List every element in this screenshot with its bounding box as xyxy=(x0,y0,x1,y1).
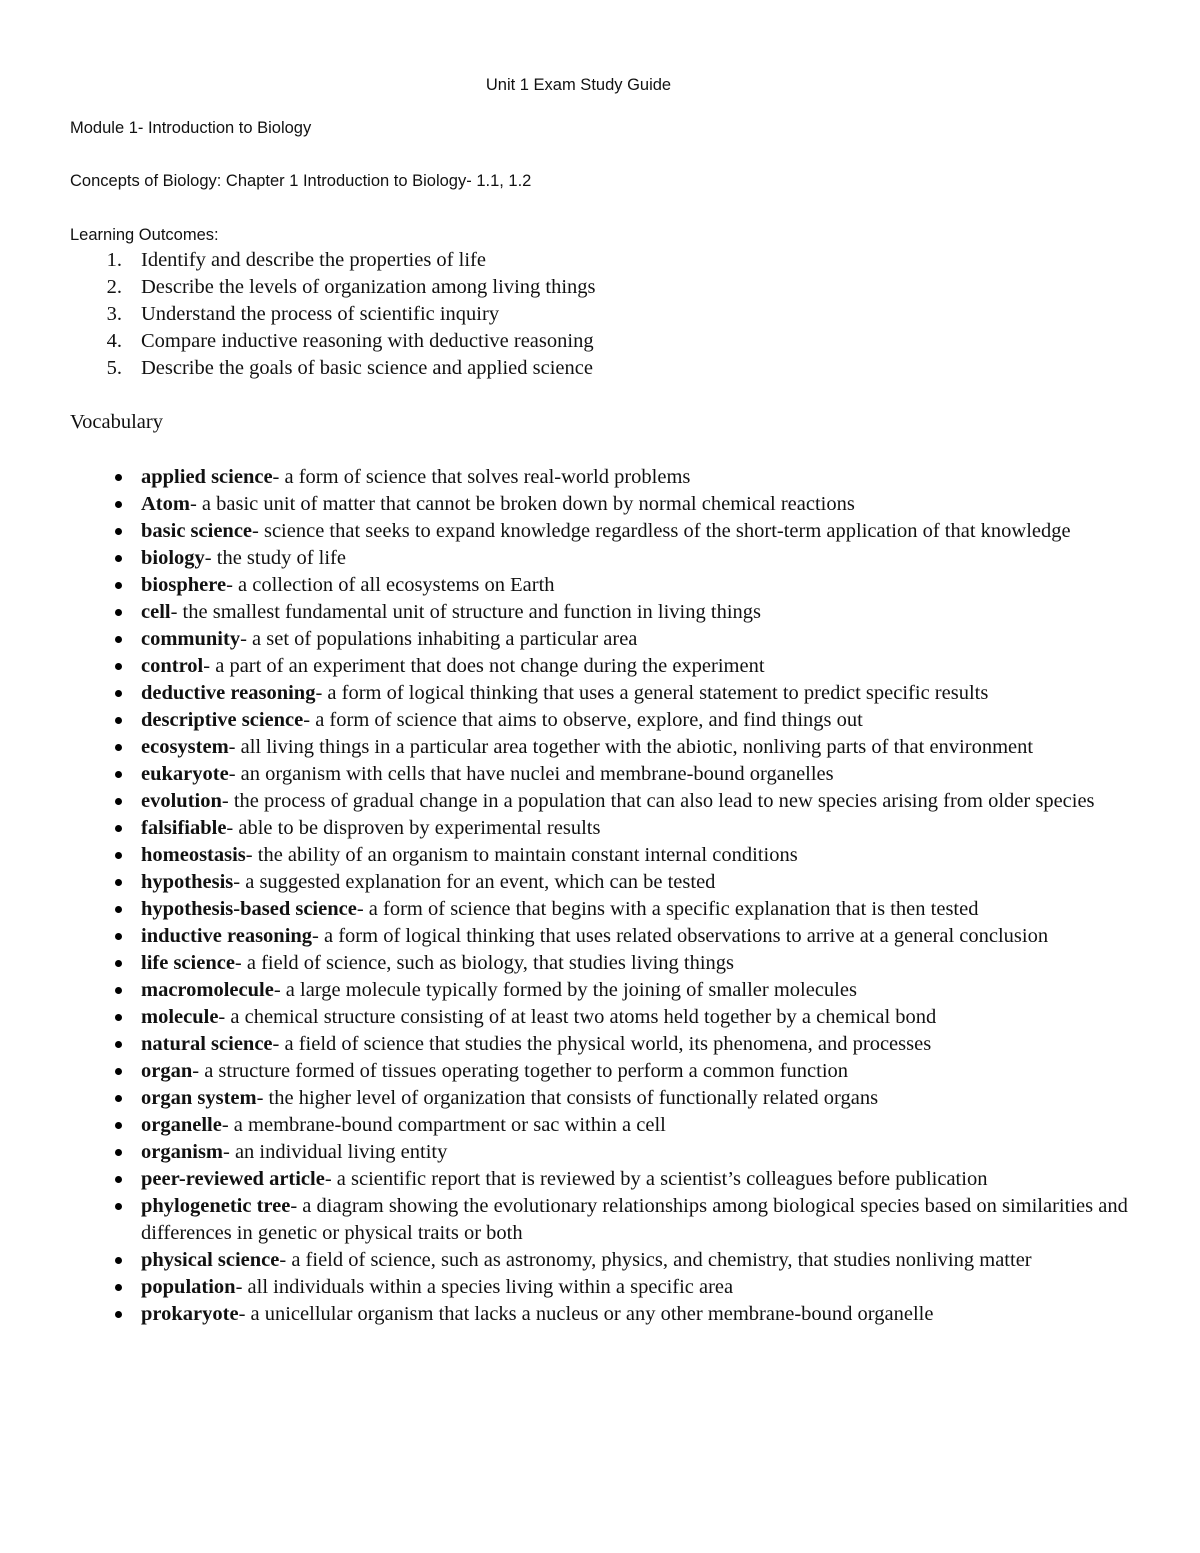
vocab-term: deductive reasoning xyxy=(141,682,316,704)
vocab-definition: - a form of logical thinking that uses a general statement to predict specific results xyxy=(315,682,989,704)
bullet-icon xyxy=(115,528,122,535)
vocab-item xyxy=(0,896,1131,923)
vocab-term: basic science xyxy=(141,520,253,542)
vocab-item xyxy=(0,977,1131,1004)
bullet-icon xyxy=(115,744,122,751)
vocab-definition: - able to be disproven by experimental results xyxy=(226,817,601,839)
vocab-term: ecosystem xyxy=(141,736,229,758)
vocab-item xyxy=(0,950,1131,977)
vocab-definition: - a membrane-bound compartment or sac within a cell xyxy=(221,1114,666,1136)
vocab-term: organ system xyxy=(141,1087,257,1109)
vocab-definition: - the process of gradual change in a population that can also lead to new species arising from older species xyxy=(221,790,1095,812)
bullet-icon xyxy=(115,1176,122,1183)
bullet-icon xyxy=(115,1122,122,1129)
vocab-item xyxy=(0,869,1131,896)
vocab-item xyxy=(0,653,1131,680)
bullet-icon xyxy=(115,636,122,643)
vocab-definition: - a basic unit of matter that cannot be broken down by normal chemical reactions xyxy=(189,493,855,515)
vocab-item xyxy=(0,464,1131,491)
bullet-icon xyxy=(115,798,122,805)
outcome-text: Describe the levels of organization among living things xyxy=(141,276,596,298)
bullet-icon xyxy=(115,663,122,670)
vocab-item xyxy=(0,1031,1131,1058)
vocab-definition: - all individuals within a species living within a specific area xyxy=(235,1276,734,1298)
bullet-icon xyxy=(115,879,122,886)
bullet-icon xyxy=(115,609,122,616)
vocab-item xyxy=(0,842,1131,869)
bullet-icon xyxy=(115,906,122,913)
vocab-item xyxy=(0,1166,1131,1193)
vocab-item xyxy=(0,626,1131,653)
vocab-definition: - a field of science that studies the physical world, its phenomena, and processes xyxy=(272,1033,932,1055)
vocab-definition: - science that seeks to expand knowledge regardless of the short-term application of that knowledge xyxy=(252,520,1071,542)
vocab-definition: - a form of science that begins with a specific explanation that is then tested xyxy=(356,898,979,920)
vocab-item xyxy=(0,680,1131,707)
outcome-number: 1. xyxy=(106,249,122,271)
vocab-item xyxy=(0,518,1131,545)
bullet-icon xyxy=(115,582,122,589)
bullet-icon xyxy=(115,1068,122,1075)
bullet-icon xyxy=(115,717,122,724)
vocab-term: life science xyxy=(141,952,235,974)
vocab-term: molecule xyxy=(141,1006,219,1028)
outcome-text: Compare inductive reasoning with deductive reasoning xyxy=(141,330,594,352)
vocabulary-heading: Vocabulary xyxy=(70,411,163,433)
vocab-item xyxy=(0,1058,1131,1085)
vocab-item xyxy=(0,1193,1131,1247)
vocab-term: evolution xyxy=(141,790,222,812)
vocab-term: macromolecule xyxy=(141,979,274,1001)
bullet-icon xyxy=(115,1203,122,1210)
learning-outcomes-heading: Learning Outcomes: xyxy=(70,226,219,244)
outcome-text: Understand the process of scientific inquiry xyxy=(141,303,500,325)
vocab-item xyxy=(0,1247,1131,1274)
outcome-number: 4. xyxy=(106,330,122,352)
vocab-definition: - a form of science that solves real-world problems xyxy=(272,466,691,488)
vocab-term: cell xyxy=(141,601,171,623)
vocab-definition: - an individual living entity xyxy=(223,1141,448,1163)
vocab-term: peer-reviewed article xyxy=(141,1168,325,1190)
vocab-item xyxy=(0,761,1131,788)
vocab-definition: - a field of science, such as biology, that studies living things xyxy=(234,952,735,974)
reading-heading: Concepts of Biology: Chapter 1 Introduction to Biology- 1.1, 1.2 xyxy=(70,172,532,190)
vocab-term: applied science xyxy=(141,466,273,488)
vocab-term: organism xyxy=(141,1141,223,1163)
vocab-definition: - a diagram showing the evolutionary relationships among biological species based on similarities and differences in genetic or physical traits or both xyxy=(141,1195,1128,1244)
vocab-definition: - a field of science, such as astronomy, physics, and chemistry, that studies nonliving matter xyxy=(279,1249,1032,1271)
vocab-term: eukaryote xyxy=(141,763,229,785)
vocab-term: biology xyxy=(141,547,205,569)
vocab-term: community xyxy=(141,628,241,650)
vocab-definition: - the smallest fundamental unit of structure and function in living things xyxy=(170,601,761,623)
vocab-item xyxy=(0,815,1131,842)
module-heading: Module 1- Introduction to Biology xyxy=(70,119,312,137)
vocab-term: prokaryote xyxy=(141,1303,239,1325)
vocab-item xyxy=(0,923,1131,950)
outcome-number: 2. xyxy=(106,276,122,298)
bullet-icon xyxy=(115,987,122,994)
vocab-definition: - a unicellular organism that lacks a nucleus or any other membrane-bound organelle xyxy=(238,1303,934,1325)
vocab-definition: - the ability of an organism to maintain constant internal conditions xyxy=(245,844,798,866)
vocab-definition: - a form of science that aims to observe, explore, and find things out xyxy=(303,709,863,731)
vocab-item xyxy=(0,599,1131,626)
vocab-term: control xyxy=(141,655,204,677)
vocab-term: organ xyxy=(141,1060,193,1082)
vocab-term: hypothesis xyxy=(141,871,234,893)
bullet-icon xyxy=(115,1095,122,1102)
bullet-icon xyxy=(115,474,122,481)
bullet-icon xyxy=(115,852,122,859)
vocab-definition: - an organism with cells that have nuclei and membrane-bound organelles xyxy=(228,763,834,785)
vocab-item xyxy=(0,1112,1131,1139)
vocab-definition: - a structure formed of tissues operating together to perform a common function xyxy=(192,1060,849,1082)
vocab-term: hypothesis-based science xyxy=(141,898,357,920)
outcome-number: 5. xyxy=(106,357,122,379)
vocab-item xyxy=(0,572,1131,599)
vocab-item xyxy=(0,491,1131,518)
vocab-term: organelle xyxy=(141,1114,222,1136)
vocab-item xyxy=(0,545,1131,572)
bullet-icon xyxy=(115,1149,122,1156)
vocabulary-list xyxy=(0,464,1200,1328)
vocab-definition: - a suggested explanation for an event, which can be tested xyxy=(233,871,716,893)
bullet-icon xyxy=(115,933,122,940)
vocab-item xyxy=(0,1139,1131,1166)
vocab-term: falsifiable xyxy=(141,817,227,839)
vocab-definition: - a large molecule typically formed by the joining of smaller molecules xyxy=(273,979,857,1001)
vocab-definition: - a chemical structure consisting of at least two atoms held together by a chemical bond xyxy=(218,1006,937,1028)
vocab-term: descriptive science xyxy=(141,709,304,731)
bullet-icon xyxy=(115,825,122,832)
vocab-definition: - a set of populations inhabiting a particular area xyxy=(240,628,638,650)
vocab-term: natural science xyxy=(141,1033,273,1055)
vocab-definition: - a part of an experiment that does not change during the experiment xyxy=(203,655,765,677)
vocab-term: physical science xyxy=(141,1249,280,1271)
vocab-item xyxy=(0,734,1131,761)
vocab-item xyxy=(0,788,1131,815)
outcome-text: Identify and describe the properties of life xyxy=(141,249,486,271)
outcome-number: 3. xyxy=(106,303,122,325)
vocab-term: phylogenetic tree xyxy=(141,1195,291,1217)
vocab-item xyxy=(0,1274,1131,1301)
bullet-icon xyxy=(115,501,122,508)
outcome-text: Describe the goals of basic science and applied science xyxy=(141,357,593,379)
vocab-item xyxy=(0,1301,1131,1328)
vocab-term: population xyxy=(141,1276,236,1298)
vocab-definition: - a collection of all ecosystems on Earth xyxy=(226,574,555,596)
bullet-icon xyxy=(115,960,122,967)
vocab-definition: - a scientific report that is reviewed by a scientist’s colleagues before publication xyxy=(324,1168,988,1190)
vocab-item xyxy=(0,1004,1131,1031)
vocab-definition: - all living things in a particular area together with the abiotic, nonliving parts of that environment xyxy=(228,736,1034,758)
bullet-icon xyxy=(115,1311,122,1318)
vocab-term: biosphere xyxy=(141,574,227,596)
bullet-icon xyxy=(115,1284,122,1291)
vocab-term: Atom xyxy=(141,493,190,515)
bullet-icon xyxy=(115,555,122,562)
vocab-term: homeostasis xyxy=(141,844,246,866)
vocab-definition: - a form of logical thinking that uses related observations to arrive at a general conclusion xyxy=(312,925,1049,947)
vocab-definition: - the higher level of organization that consists of functionally related organs xyxy=(256,1087,879,1109)
vocab-definition: - the study of life xyxy=(204,547,346,569)
document-title: Unit 1 Exam Study Guide xyxy=(485,76,672,94)
bullet-icon xyxy=(115,1014,122,1021)
bullet-icon xyxy=(115,690,122,697)
vocab-term: inductive reasoning xyxy=(141,925,313,947)
bullet-icon xyxy=(115,1257,122,1264)
vocab-item xyxy=(0,707,1131,734)
bullet-icon xyxy=(115,771,122,778)
bullet-icon xyxy=(115,1041,122,1048)
vocab-item xyxy=(0,1085,1131,1112)
